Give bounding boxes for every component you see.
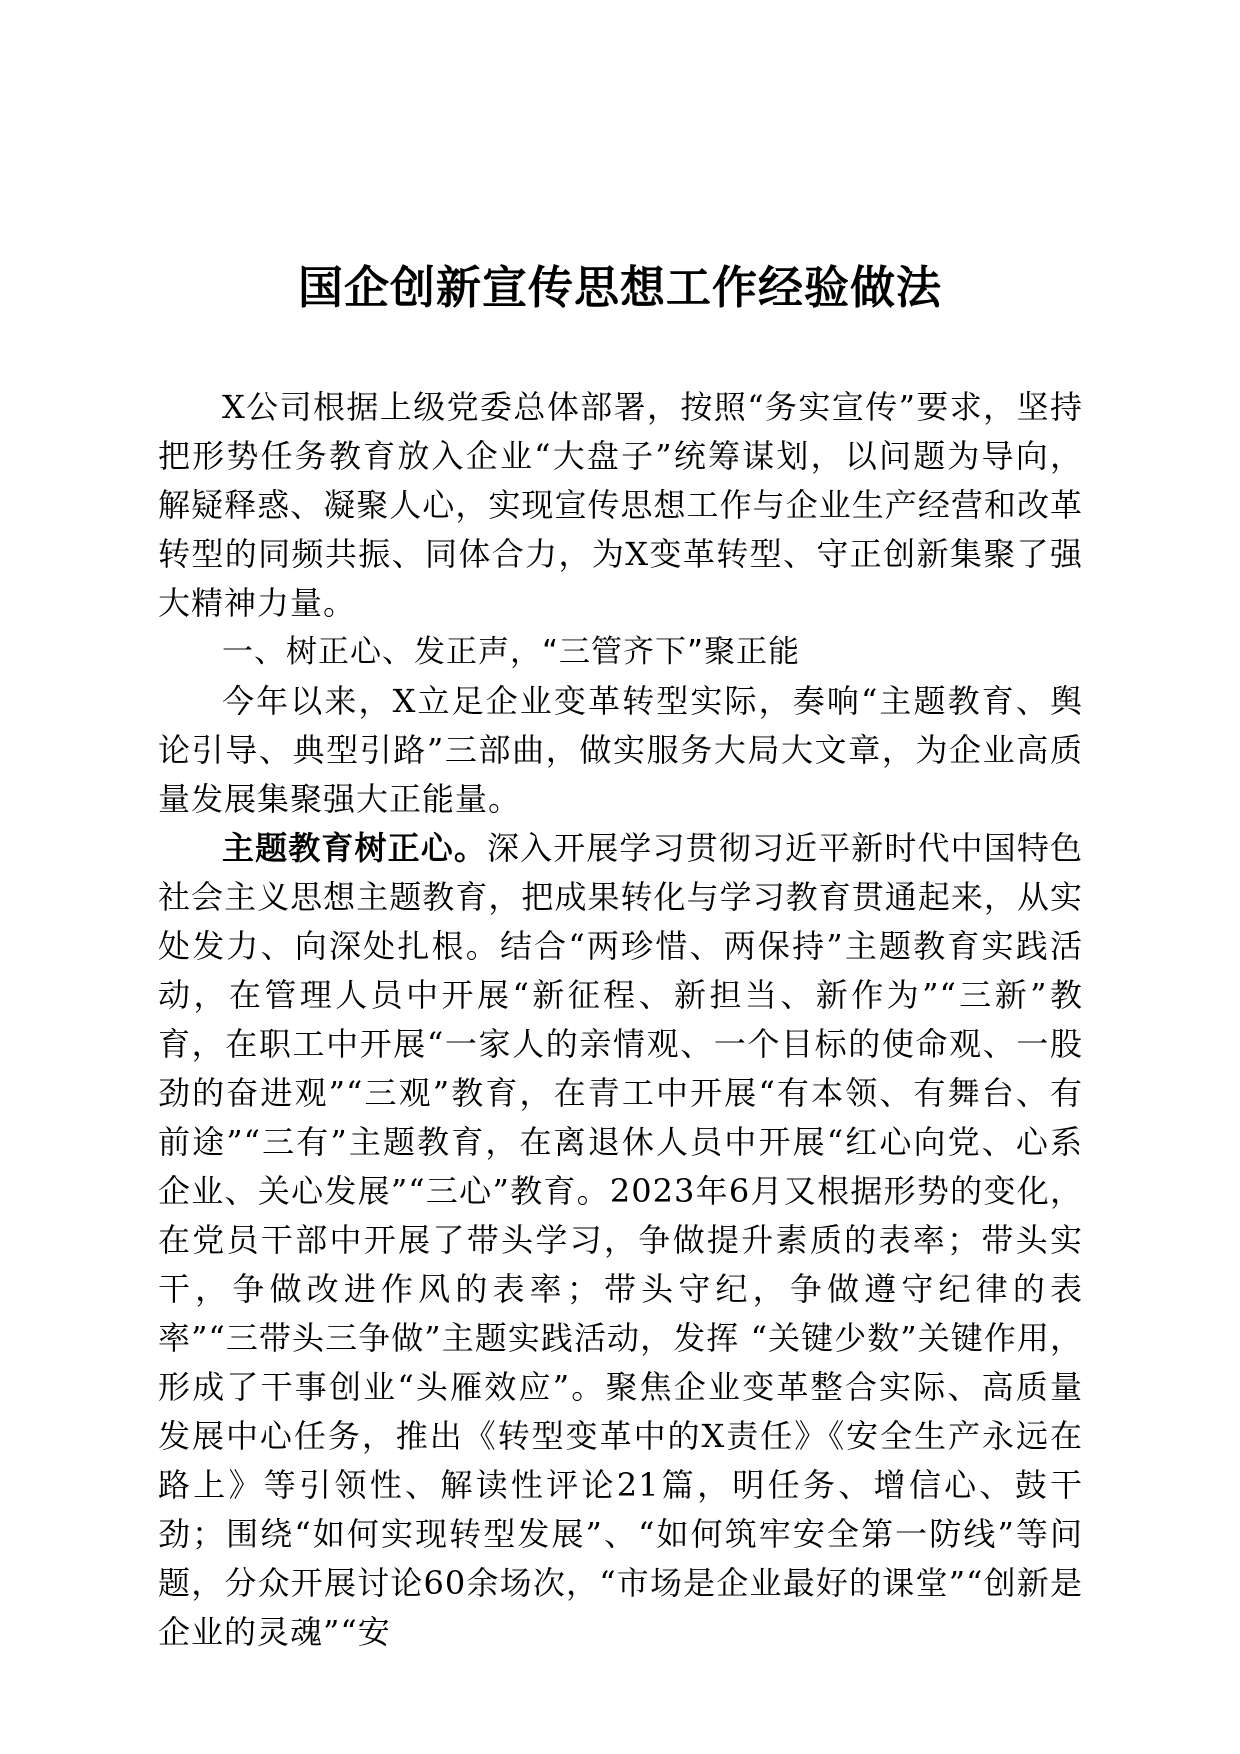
document-title: 国企创新宣传思想工作经验做法 (297, 261, 942, 314)
section-intro-paragraph: 今年以来，X立足企业变革转型实际，奏响“主题教育、舆论引导、典型引路”三部曲，做实服务大局大文章，为企业高质量发展集聚强大正能量。 (158, 682, 1083, 818)
section-heading: 一、树正心、发正声，“三管齐下”聚正能 (222, 634, 801, 670)
subsection-lead: 主题教育树正心。 (222, 829, 487, 867)
subsection-paragraph (158, 824, 1083, 1657)
intro-paragraph: X公司根据上级党委总体部署，按照“务实宣传”要求，坚持把形势任务教育放入企业“大盘子”统筹谋划，以问题为导向，解疑释惑、凝聚人心，实现宣传思想工作与企业生产经营和改革转型的同频共振、同体合力，为X变革转型、守正创新集聚了强大精神力量。 (158, 388, 1083, 622)
document-body (158, 383, 1083, 1657)
subsection-text: 深入开展学习贯彻习近平新时代中国特色社会主义思想主题教育，把成果转化与学习教育贯通起来，从实处发力、向深处扎根。结合“两珍惜、两保持”主题教育实践活动，在管理人员中开展“新征程、新担当、新作为”“三新”教育，在职工中开展“一家人的亲情观、一个目标的使命观、一股劲的奋进观”“三观”教育，在青工中开展“有本领、有舞台、有前途”“三有”主题教育，在离退休人员中开展“红心向党、心系企业、关心发展”“三心”教育。2023年6月又根据形势的变化，在党员干部中开展了带头学习，争做提升素质的表率；带头实干，争做改进作风的表率；带头守纪，争做遵守纪律的表率”“三带头三争做”主题实践活动，发挥 “关键少数”关键作用，形成了干事创业“头雁效应”。聚焦企业变革整合实际、高质量发展中心任务，推出《转型变革中的X责任》《安全生产永远在路上》等引领性、解读性评论21篇，明任务、增信心、鼓干劲；围绕“如何实现转型发展”、“如何筑牢安全第一防线”等问题，分众开展讨论60余场次，“市场是企业最好的课堂”“创新是企业的灵魂”“安 (158, 829, 1083, 1651)
